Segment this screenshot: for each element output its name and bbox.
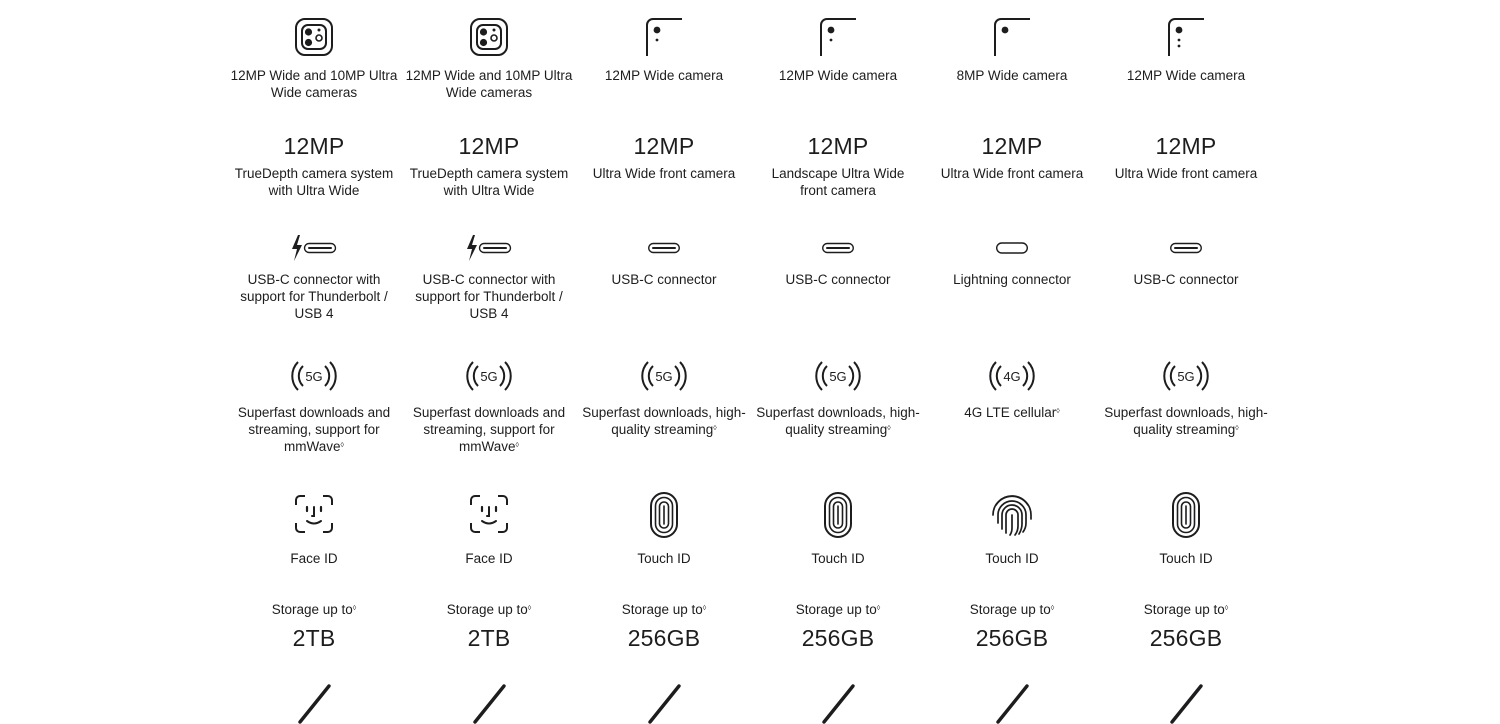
auth-label: Face ID bbox=[290, 551, 338, 566]
cellular-text: 5G bbox=[305, 369, 323, 384]
front-camera-mp: 12MP bbox=[1155, 133, 1217, 159]
dual-camera-icon bbox=[469, 17, 509, 57]
storage-label: Storage up to◊ bbox=[446, 602, 532, 617]
storage-label: Storage up to◊ bbox=[621, 602, 707, 617]
storage-label: Storage up to◊ bbox=[795, 602, 881, 617]
usb-c-icon bbox=[1170, 241, 1202, 255]
pencil-icon bbox=[820, 684, 856, 724]
front-camera-label: TrueDepth camera system with Ultra Wide bbox=[234, 166, 394, 198]
dual-camera-icon bbox=[294, 17, 334, 57]
storage-value: 2TB bbox=[292, 625, 336, 651]
model-column bbox=[751, 0, 925, 716]
pencil-icon bbox=[646, 684, 682, 724]
auth-label: Touch ID bbox=[637, 551, 691, 566]
cellular-text: 5G bbox=[1177, 369, 1195, 384]
lightning-icon bbox=[996, 241, 1028, 255]
auth-label: Touch ID bbox=[811, 551, 865, 566]
auth-label: Touch ID bbox=[1159, 551, 1213, 566]
storage-label: Storage up to◊ bbox=[271, 602, 357, 617]
connector-label: USB-C connector bbox=[1133, 272, 1239, 287]
connector-label: Lightning connector bbox=[953, 272, 1071, 287]
connector-label: USB-C connector with support for Thunderbolt / USB 4 bbox=[415, 272, 563, 321]
5g-icon bbox=[1161, 358, 1211, 394]
cellular-label: 4G LTE cellular◊ bbox=[964, 405, 1060, 420]
connector-label: USB-C connector bbox=[785, 272, 891, 287]
front-camera-label: TrueDepth camera system with Ultra Wide bbox=[409, 166, 569, 198]
model-column bbox=[1099, 0, 1273, 716]
cellular-text: 5G bbox=[655, 369, 673, 384]
front-camera-label: Ultra Wide front camera bbox=[1114, 166, 1258, 181]
cellular-text: 5G bbox=[480, 369, 498, 384]
front-camera-label: Ultra Wide front camera bbox=[592, 166, 736, 181]
single-camera-icon bbox=[992, 17, 1032, 57]
front-camera-mp: 12MP bbox=[283, 133, 345, 159]
pencil-icon bbox=[296, 684, 332, 724]
rear-camera-label: 12MP Wide and 10MP Ultra Wide cameras bbox=[405, 68, 573, 100]
pencil-icon bbox=[1168, 684, 1204, 724]
rear-camera-label: 12MP Wide camera bbox=[778, 68, 898, 83]
front-camera-mp: 12MP bbox=[807, 133, 869, 159]
front-camera-label: Landscape Ultra Wide front camera bbox=[771, 166, 905, 198]
front-camera-label: Ultra Wide front camera bbox=[940, 166, 1084, 181]
rear-camera-label: 12MP Wide and 10MP Ultra Wide cameras bbox=[230, 68, 398, 100]
front-camera-mp: 12MP bbox=[633, 133, 695, 159]
rear-camera-label: 12MP Wide camera bbox=[604, 68, 724, 83]
auth-label: Touch ID bbox=[985, 551, 1039, 566]
storage-value: 256GB bbox=[975, 625, 1049, 651]
touch-id-icon bbox=[649, 491, 679, 539]
storage-value: 256GB bbox=[627, 625, 701, 651]
touch-id-icon bbox=[823, 491, 853, 539]
fingerprint-icon bbox=[990, 493, 1034, 537]
storage-value: 256GB bbox=[801, 625, 875, 651]
auth-label: Face ID bbox=[465, 551, 513, 566]
rear-camera-label: 8MP Wide camera bbox=[956, 68, 1068, 83]
model-column bbox=[577, 0, 751, 716]
4g-icon bbox=[987, 358, 1037, 394]
usb-c-icon bbox=[648, 241, 680, 255]
touch-id-icon bbox=[1171, 491, 1201, 539]
single-camera-icon bbox=[644, 17, 684, 57]
cellular-text: 5G bbox=[829, 369, 847, 384]
storage-value: 256GB bbox=[1149, 625, 1223, 651]
storage-value: 2TB bbox=[467, 625, 511, 651]
cellular-label: Superfast downloads, high-quality streaming◊ bbox=[1104, 405, 1268, 437]
model-column bbox=[925, 0, 1099, 716]
5g-icon bbox=[639, 358, 689, 394]
5g-icon bbox=[289, 358, 339, 394]
usb-c-icon bbox=[822, 241, 854, 255]
face-id-icon bbox=[294, 494, 334, 534]
single-camera-icon bbox=[1166, 17, 1206, 57]
connector-label: USB-C connector bbox=[611, 272, 717, 287]
thunderbolt-usb-c-icon bbox=[465, 235, 513, 261]
single-camera-icon bbox=[818, 17, 858, 57]
connector-label: USB-C connector with support for Thunderbolt / USB 4 bbox=[240, 272, 388, 321]
storage-label: Storage up to◊ bbox=[1143, 602, 1229, 617]
cellular-label: Superfast downloads and streaming, support for mmWave◊ bbox=[237, 405, 391, 454]
5g-icon bbox=[464, 358, 514, 394]
5g-icon bbox=[813, 358, 863, 394]
rear-camera-label: 12MP Wide camera bbox=[1126, 68, 1246, 83]
model-column bbox=[227, 0, 401, 716]
thunderbolt-usb-c-icon bbox=[290, 235, 338, 261]
front-camera-mp: 12MP bbox=[981, 133, 1043, 159]
pencil-icon bbox=[994, 684, 1030, 724]
cellular-label: Superfast downloads and streaming, support for mmWave◊ bbox=[412, 405, 566, 454]
cellular-text: 4G bbox=[1003, 369, 1021, 384]
front-camera-mp: 12MP bbox=[458, 133, 520, 159]
storage-label: Storage up to◊ bbox=[969, 602, 1055, 617]
model-column bbox=[402, 0, 576, 716]
face-id-icon bbox=[469, 494, 509, 534]
cellular-label: Superfast downloads, high-quality streaming◊ bbox=[582, 405, 746, 437]
cellular-label: Superfast downloads, high-quality streaming◊ bbox=[756, 405, 920, 437]
pencil-icon bbox=[471, 684, 507, 724]
